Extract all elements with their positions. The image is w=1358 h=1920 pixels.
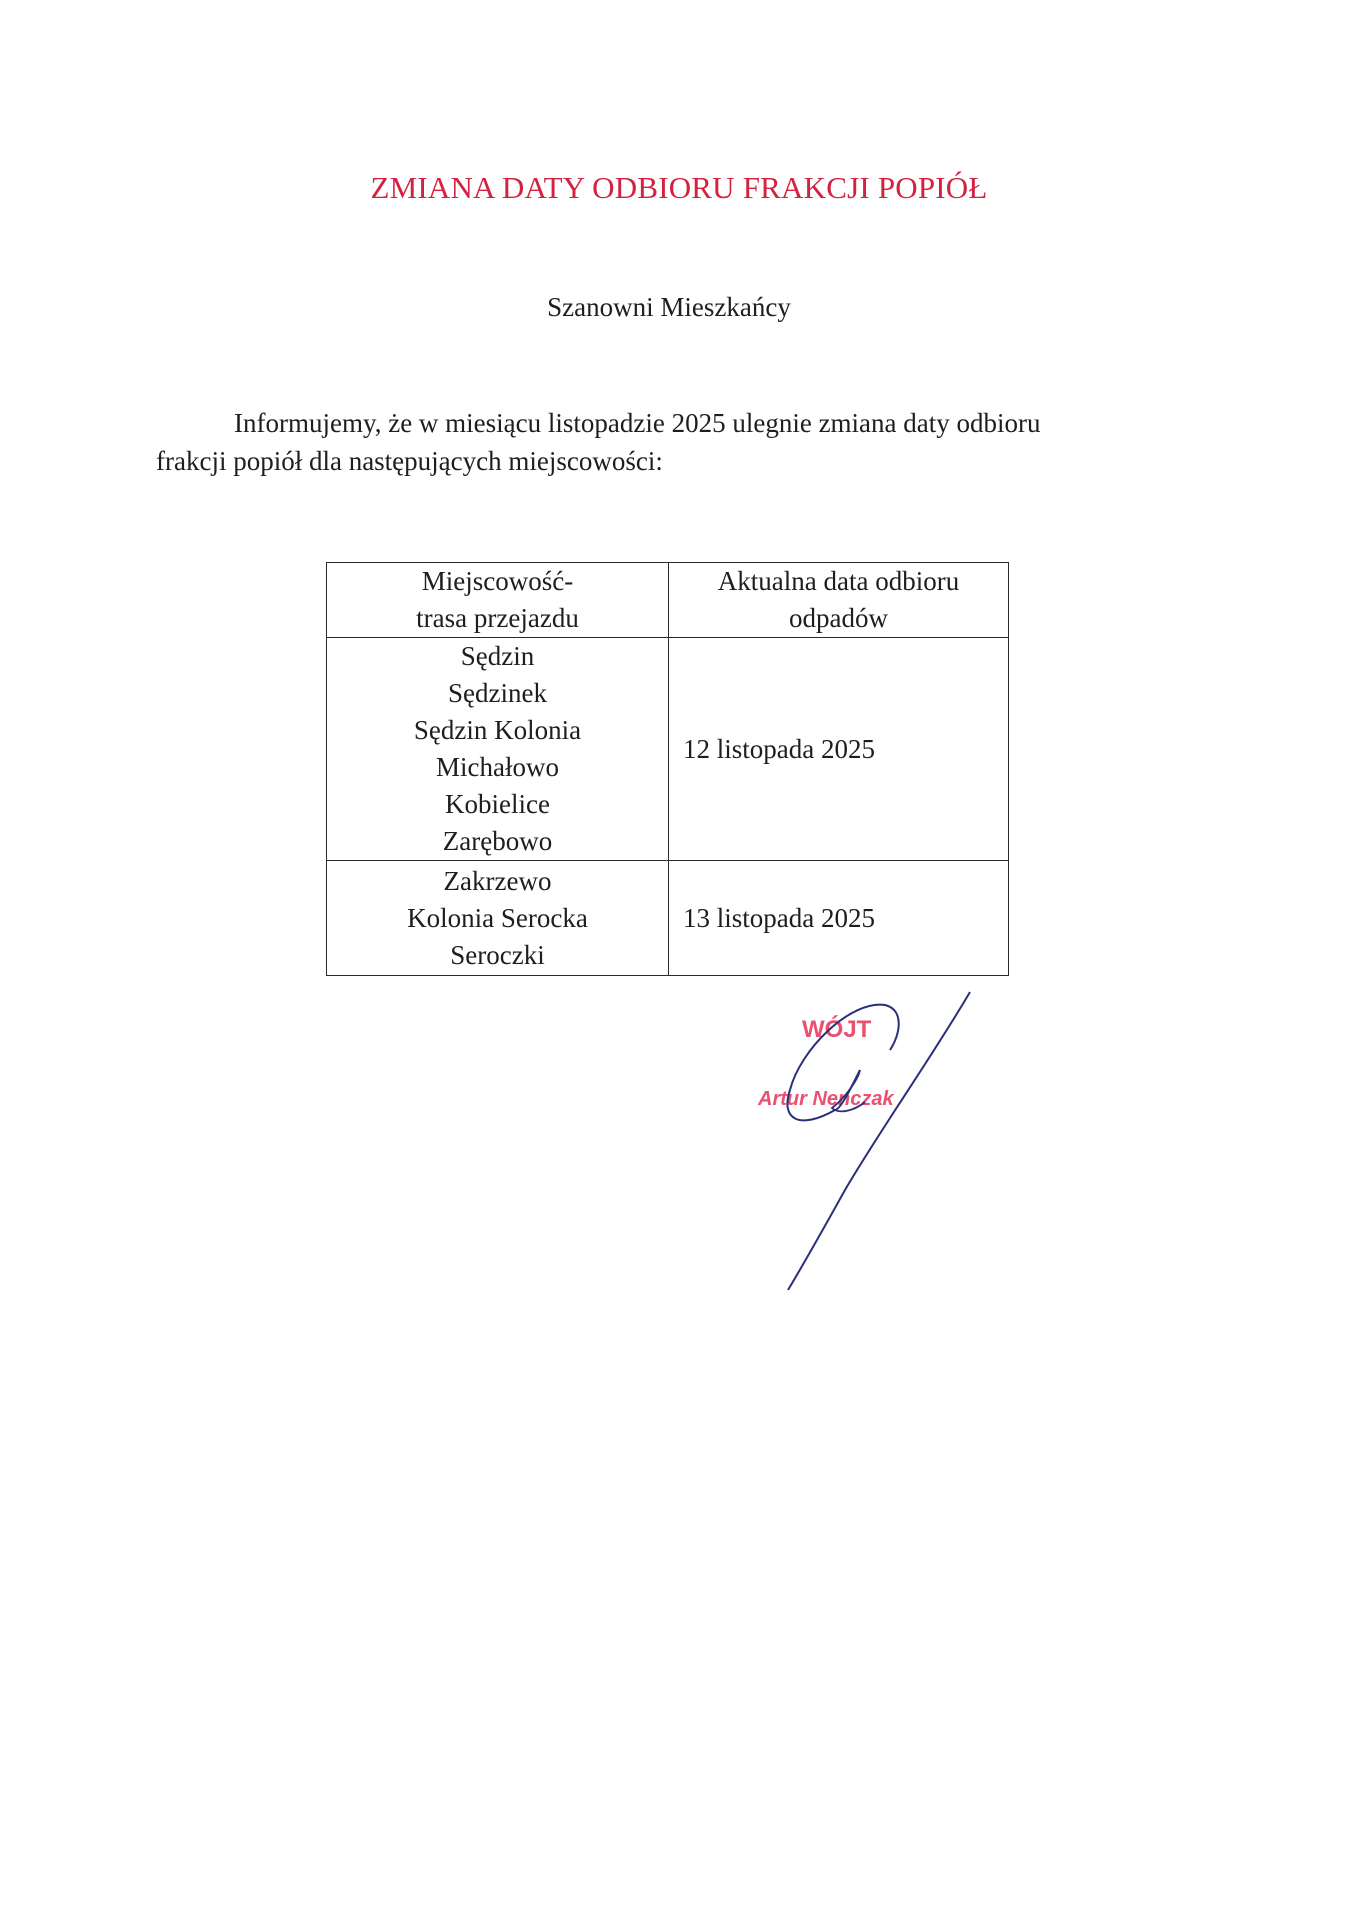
location-item: Sędzinek bbox=[448, 678, 547, 708]
date-cell: 13 listopada 2025 bbox=[669, 861, 1009, 976]
location-item: Michałowo bbox=[436, 752, 559, 782]
location-item: Zakrzewo bbox=[443, 865, 552, 896]
paragraph-line-2: frakcji popiół dla następujących miejscowości: bbox=[156, 446, 663, 476]
paragraph-line-1: Informujemy, że w miesiącu listopadzie 2025 ulegnie zmiana daty odbioru bbox=[234, 408, 1041, 438]
header-date bbox=[669, 563, 1009, 638]
greeting: Szanowni Mieszkańcy bbox=[547, 292, 791, 322]
locations-cell bbox=[327, 861, 669, 976]
location-item: Kolonia Serocka bbox=[407, 902, 588, 933]
document-title: ZMIANA DATY ODBIORU FRAKCJI POPIÓŁ bbox=[370, 170, 988, 205]
schedule-table bbox=[326, 562, 1009, 976]
header-date-line2: odpadów bbox=[789, 603, 888, 633]
location-item: Zarębowo bbox=[442, 826, 553, 856]
header-location-line2: trasa przejazdu bbox=[416, 603, 579, 633]
locations-cell bbox=[327, 638, 669, 861]
header-location bbox=[327, 563, 669, 638]
stamp-name-text: Artur Nenczak bbox=[758, 1088, 894, 1110]
location-item: Sędzin Kolonia bbox=[413, 715, 582, 745]
table-header-row bbox=[327, 563, 1009, 638]
intro-paragraph bbox=[156, 404, 1196, 480]
header-date-line1: Aktualna data odbioru bbox=[717, 566, 960, 596]
table-row bbox=[327, 638, 1009, 861]
date-cell: 12 listopada 2025 bbox=[669, 638, 1009, 861]
location-item: Seroczki bbox=[450, 939, 545, 970]
header-location-line1: Miejscowość- bbox=[421, 566, 574, 596]
location-item: Sędzin bbox=[460, 641, 535, 671]
signature-svg bbox=[740, 980, 1000, 1300]
signature-block bbox=[740, 980, 1000, 1300]
stamp-title-text: WÓJT bbox=[802, 1016, 872, 1043]
table-row bbox=[327, 861, 1009, 976]
location-item: Kobielice bbox=[445, 789, 550, 819]
